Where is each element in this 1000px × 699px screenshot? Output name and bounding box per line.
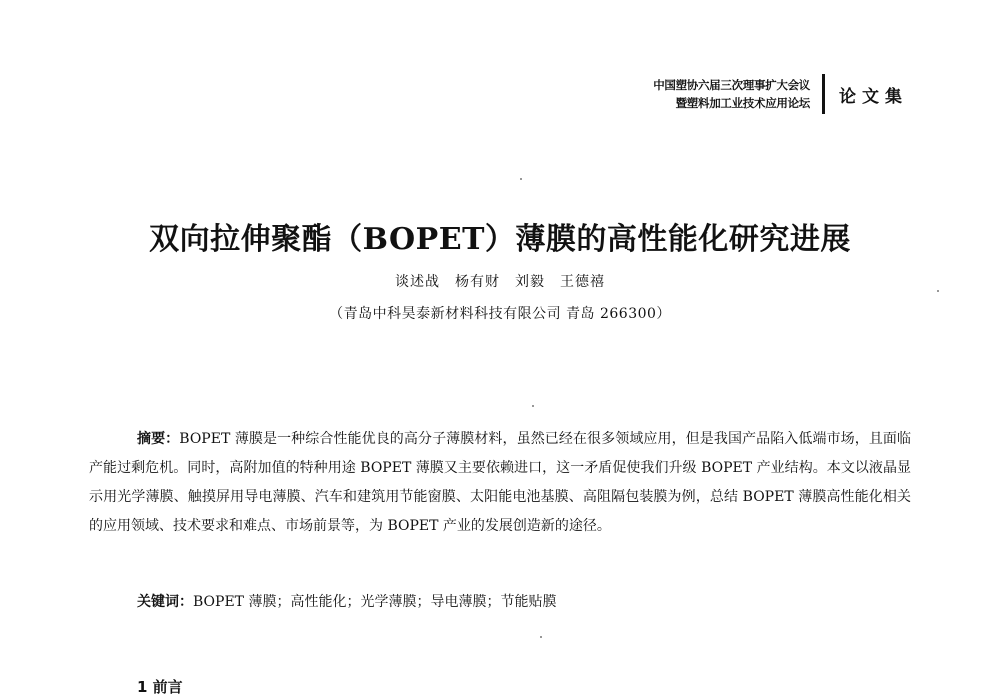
- author-affiliation: （青岛中科昊泰新材料科技有限公司 青岛 266300）: [329, 306, 671, 322]
- scan-speck: [540, 636, 542, 638]
- section-heading-introduction: 1 前言: [137, 678, 183, 696]
- abstract: [89, 425, 911, 541]
- conference-name: [653, 76, 810, 112]
- abstract-text: BOPET 薄膜是一种综合性能优良的高分子薄膜材料，虽然已经在很多领域应用，但是我国产品陷入低端市场，且面临产能过剩危机。同时，高附加值的特种用途 BOPET 薄膜又主要依赖进口，这一矛盾促使我们升级 BOPET 产业结构。本文以液晶显示用光学薄膜、触摸屏用导电薄膜、汽车和建筑用节能窗膜、太阳能电池基膜、高阻隔包装膜为例，总结 BOPET 薄膜高性能化相关的应用领域、技术要求和难点、市场前景等，为 BOPET 产业的发展创造新的途径。: [89, 431, 912, 534]
- keywords-text: BOPET 薄膜；高性能化；光学薄膜；导电薄膜；节能贴膜: [193, 594, 557, 610]
- conference-line-2: 暨塑料加工业技术应用论坛: [675, 96, 810, 110]
- conference-header: [653, 74, 908, 114]
- conference-line-1: 中国塑协六届三次理事扩大会议: [653, 78, 810, 92]
- scan-speck: [937, 290, 939, 292]
- keywords-label: 关键词：: [137, 594, 193, 610]
- author-list: 谈述战 杨有财 刘毅 王德禧: [395, 274, 605, 290]
- header-divider: [822, 74, 825, 114]
- keywords: [137, 592, 917, 612]
- collection-label: 论文集: [839, 86, 908, 107]
- paper-title: 双向拉伸聚酯（BOPET）薄膜的高性能化研究进展: [149, 222, 851, 257]
- abstract-label: 摘要：: [137, 431, 180, 447]
- scan-speck: [520, 178, 522, 180]
- scan-speck: [532, 405, 534, 407]
